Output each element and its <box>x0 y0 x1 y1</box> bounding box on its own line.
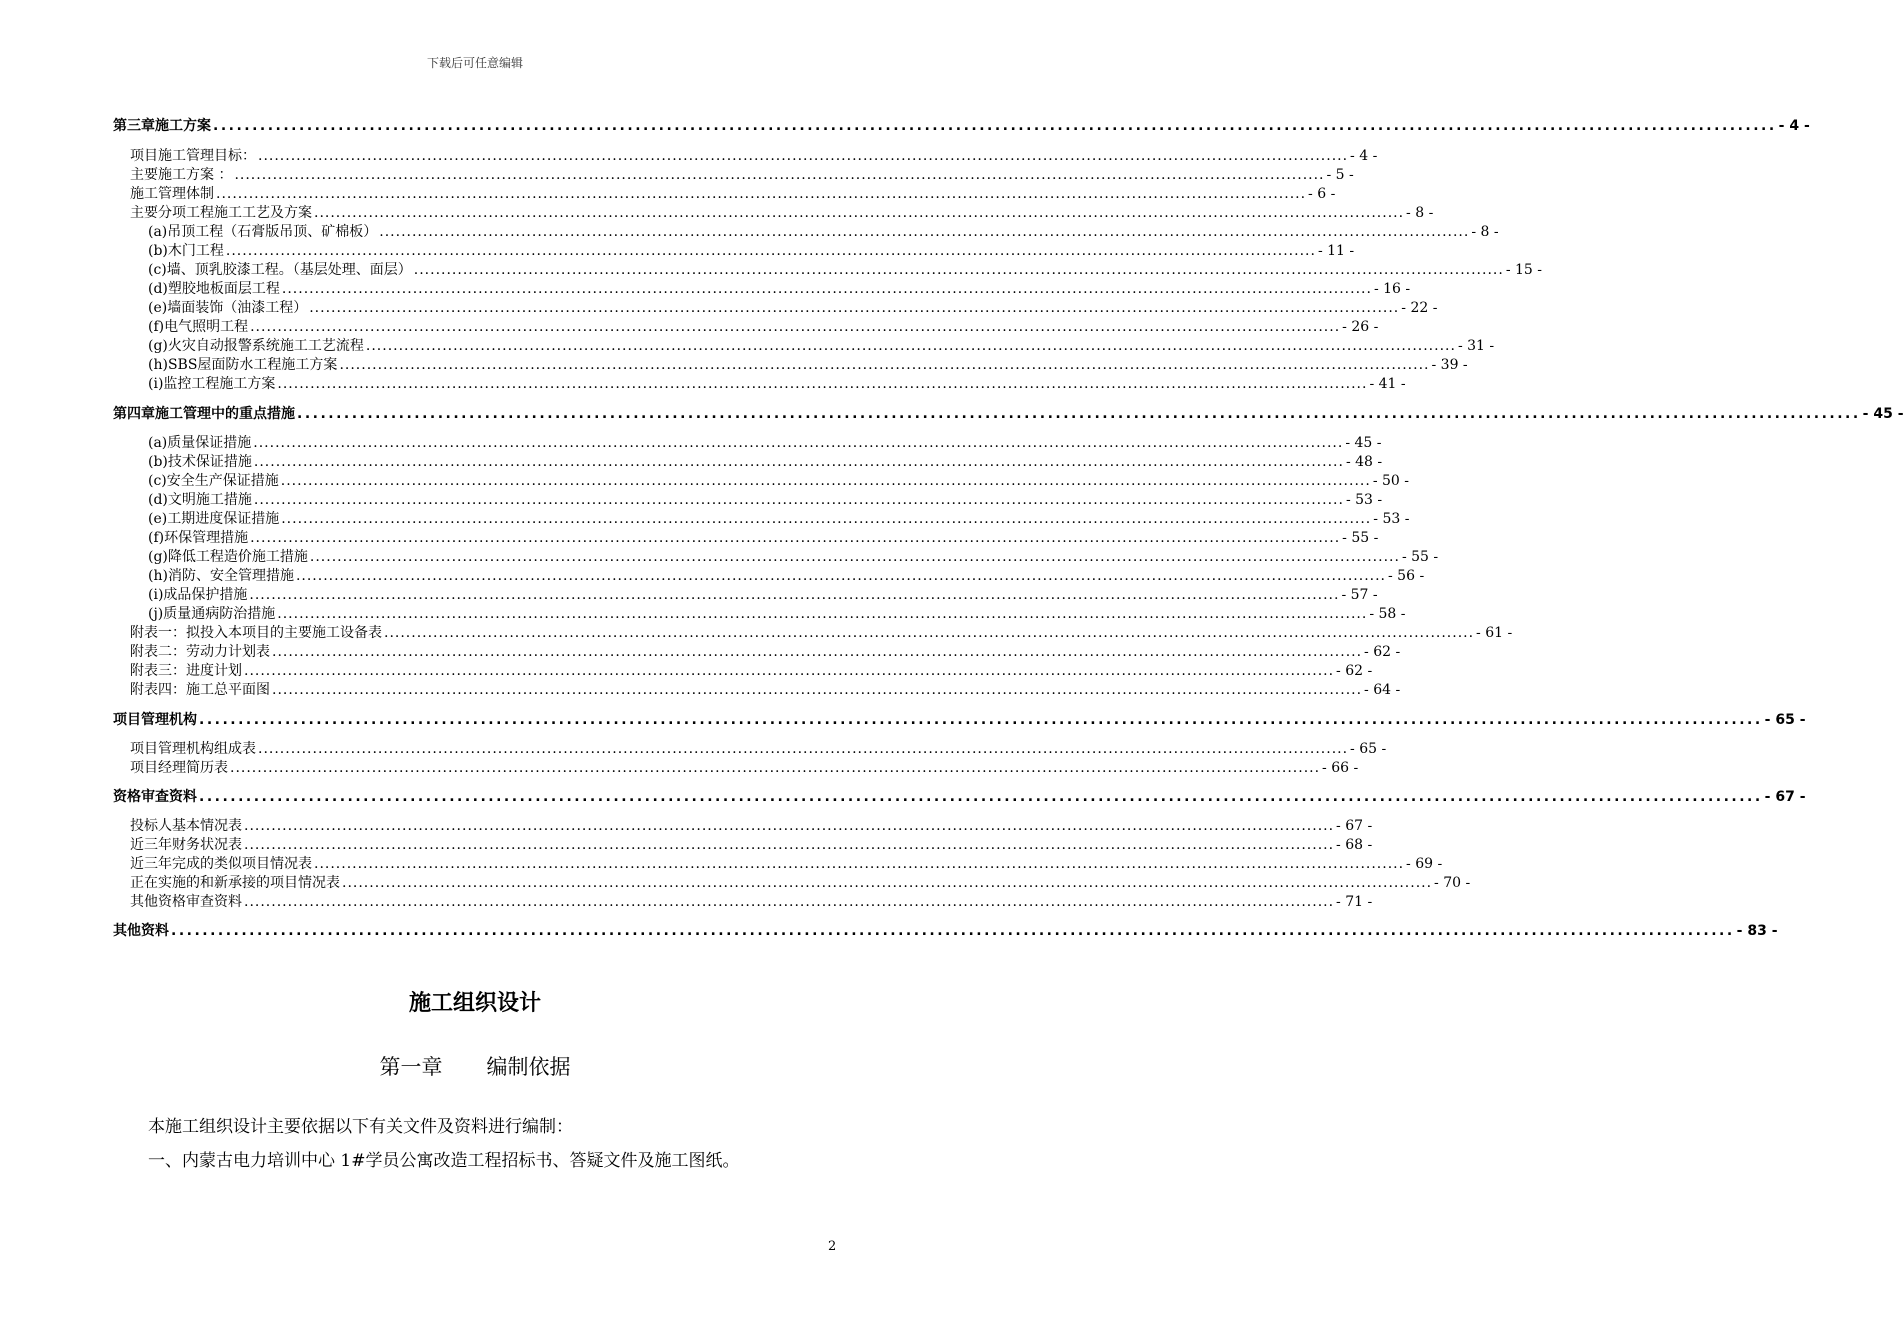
toc-page-number: - 31 - <box>1457 338 1495 354</box>
toc-page-number: - 4 - <box>1350 148 1378 164</box>
toc-entry[interactable] <box>148 432 1382 452</box>
toc-dot-leader: ........................................................................................................................................................................................................ <box>281 511 1372 527</box>
toc-dot-leader: ........................................................................................................................................................................................................ <box>249 587 1340 603</box>
toc-entry-title: 吊顶工程（石膏版吊顶、矿棉板） <box>167 224 378 240</box>
toc-dot-leader: ........................................................................................................................................................................................................ <box>272 682 1363 698</box>
toc-dot-leader: ........................................................................................................................................................................................................ <box>250 530 1341 546</box>
toc-page-number: - 65 - <box>1764 712 1806 728</box>
chapter-number: 第一章 <box>379 1055 443 1079</box>
toc-page-number: - 22 - <box>1401 300 1438 316</box>
toc-page-number: - 4 - <box>1778 118 1810 134</box>
toc-entry-title: 环保管理措施 <box>164 530 249 546</box>
toc-dot-leader: ........................................................................................................................................................................................................ <box>413 262 1504 278</box>
chapter-heading <box>0 1051 950 1081</box>
toc-page-number: - 16 - <box>1373 281 1411 297</box>
toc-entry-title: 工期进度保证措施 <box>167 511 280 527</box>
toc-entry-number: (f) <box>148 530 165 546</box>
toc-entry[interactable] <box>148 603 1406 623</box>
toc-entry-title: 附表四：施工总平面图 <box>130 682 270 698</box>
toc-entry-title: 近三年完成的类似项目情况表 <box>130 856 312 872</box>
toc-entry-title: 监控工程施工方案 <box>163 376 276 392</box>
toc-entry-number: (i) <box>148 587 164 603</box>
toc-entry[interactable] <box>130 202 1434 222</box>
toc-dot-leader: ........................................................................................................................................................................................................ <box>379 224 1470 240</box>
toc-entry-number: (b) <box>148 243 168 259</box>
toc-entry-number: (g) <box>148 549 168 565</box>
toc-entry-title: 项目管理机构 <box>113 712 197 728</box>
toc-entry-title: 主要分项工程施工工艺及方案 <box>130 205 312 221</box>
toc-page-number: - 62 - <box>1364 644 1401 660</box>
toc-entry-title: 电气照明工程 <box>164 319 249 335</box>
toc-entry-title: 质量保证措施 <box>167 435 252 451</box>
toc-entry[interactable] <box>148 259 1542 279</box>
toc-entry[interactable] <box>148 335 1495 355</box>
toc-entry[interactable] <box>148 546 1439 566</box>
toc-entry[interactable] <box>148 297 1438 317</box>
toc-page-number: - 48 - <box>1345 454 1383 470</box>
toc-entry[interactable] <box>148 316 1379 336</box>
toc-dot-leader: ........................................................................................................................................................................................................ <box>314 205 1405 221</box>
toc-entry-number: (h) <box>148 568 168 584</box>
toc-page-number: - 26 - <box>1342 319 1379 335</box>
toc-page-number: - 8 - <box>1406 205 1434 221</box>
toc-entry-number: (a) <box>148 224 168 240</box>
toc-dot-leader: ........................................................................................................................................................................................................ <box>277 376 1368 392</box>
toc-entry-number: (c) <box>148 473 167 489</box>
toc-entry-title: 成品保护措施 <box>163 587 248 603</box>
toc-entry-title: 项目施工管理目标： <box>130 148 256 164</box>
toc-entry[interactable] <box>130 641 1401 661</box>
toc-chapter-entry[interactable] <box>113 920 1778 940</box>
toc-entry-title: 施工管理中的重点措施 <box>155 406 295 422</box>
toc-page-number: - 71 - <box>1336 894 1373 910</box>
toc-page-number: - 62 - <box>1336 663 1373 679</box>
toc-entry[interactable] <box>148 489 1383 509</box>
toc-dot-leader: ........................................................................................................................................................................................................ <box>314 856 1405 872</box>
toc-entry[interactable] <box>148 373 1406 393</box>
toc-entry-title: 近三年财务状况表 <box>130 837 242 853</box>
toc-entry[interactable] <box>148 508 1410 528</box>
toc-page-number: - 15 - <box>1505 262 1542 278</box>
toc-dot-leader: ........................................................................................................................................................................................................ <box>297 406 1861 422</box>
toc-entry[interactable] <box>130 853 1443 873</box>
toc-dot-leader: ........................................................................................................................................................................................................ <box>280 473 1371 489</box>
toc-dot-leader: ........................................................................................................................................................................................................ <box>199 712 1763 728</box>
toc-entry-number: (e) <box>148 300 168 316</box>
toc-entry[interactable] <box>148 221 1499 241</box>
toc-chapter-entry[interactable] <box>113 709 1806 729</box>
toc-entry[interactable] <box>130 834 1373 854</box>
toc-entry[interactable] <box>130 872 1471 892</box>
toc-entry-title: 施工方案 <box>155 118 211 134</box>
toc-page-number: - 56 - <box>1388 568 1425 584</box>
toc-entry[interactable] <box>148 565 1425 585</box>
toc-dot-leader: ........................................................................................................................................................................................................ <box>216 186 1307 202</box>
toc-entry-title: 安全生产保证措施 <box>166 473 279 489</box>
toc-dot-leader: ........................................................................................................................................................................................................ <box>244 663 1335 679</box>
toc-entry-title: 附表二：劳动力计划表 <box>130 644 270 660</box>
toc-entry[interactable] <box>130 183 1336 203</box>
toc-entry-number: (g) <box>148 338 168 354</box>
chapter-title: 编制依据 <box>486 1055 571 1079</box>
toc-entry[interactable] <box>148 354 1468 374</box>
toc-entry[interactable] <box>148 584 1378 604</box>
toc-dot-leader: ........................................................................................................................................................................................................ <box>339 357 1430 373</box>
toc-page-number: - 65 - <box>1350 741 1387 757</box>
toc-entry-title: 消防、安全管理措施 <box>167 568 294 584</box>
toc-entry-number: (d) <box>148 281 168 297</box>
toc-entry-number: (b) <box>148 454 168 470</box>
toc-dot-leader: ........................................................................................................................................................................................................ <box>309 300 1400 316</box>
toc-dot-leader: ........................................................................................................................................................................................................ <box>365 338 1456 354</box>
toc-entry-title: 墙、顶乳胶漆工程。（基层处理、面层） <box>166 262 412 278</box>
toc-page-number: - 39 - <box>1431 357 1468 373</box>
toc-dot-leader: ........................................................................................................................................................................................................ <box>244 837 1335 853</box>
toc-chapter-entry[interactable] <box>113 403 1904 423</box>
toc-entry[interactable] <box>130 164 1354 184</box>
toc-entry-title: 附表三：进度计划 <box>130 663 242 679</box>
toc-dot-leader: ........................................................................................................................................................................................................ <box>250 319 1341 335</box>
toc-chapter-entry[interactable] <box>113 786 1806 806</box>
toc-entry-title: 墙面装饰（油漆工程） <box>167 300 308 316</box>
toc-entry-title: SBS屋面防水工程施工方案 <box>167 357 338 373</box>
toc-page-number: - 45 - <box>1345 435 1382 451</box>
toc-page-number: - 53 - <box>1345 492 1383 508</box>
toc-dot-leader: ........................................................................................................................................................................................................ <box>384 625 1475 641</box>
toc-page-number: - 61 - <box>1476 625 1513 641</box>
toc-entry[interactable] <box>130 660 1373 680</box>
toc-entry-number: (f) <box>148 319 165 335</box>
toc-entry-number: (e) <box>148 511 168 527</box>
page-header: 下载后可任意编辑 <box>426 56 523 70</box>
toc-entry-number: 第三章 <box>113 118 155 134</box>
toc-dot-leader: ........................................................................................................................................................................................................ <box>230 760 1321 776</box>
toc-entry-title: 其他资格审查资料 <box>130 894 242 910</box>
toc-page-number: - 6 - <box>1308 186 1336 202</box>
toc-entry-title: 施工管理体制 <box>130 186 214 202</box>
toc-entry-number: (i) <box>148 376 164 392</box>
toc-entry-number: (d) <box>148 492 168 508</box>
toc-entry-title: 质量通病防治措施 <box>163 606 276 622</box>
toc-dot-leader: ........................................................................................................................................................................................................ <box>258 741 1349 757</box>
toc-page-number: - 58 - <box>1369 606 1406 622</box>
toc-entry[interactable] <box>148 278 1411 298</box>
toc-entry-title: 正在实施的和新承接的项目情况表 <box>130 875 340 891</box>
toc-entry-title: 火灾自动报警系统施工工艺流程 <box>167 338 364 354</box>
toc-entry[interactable] <box>130 622 1513 642</box>
toc-entry-number: (h) <box>148 357 168 373</box>
body-paragraph: 一、内蒙古电力培训中心 1#学员公寓改造工程招标书、答疑文件及施工图纸。 <box>148 1151 740 1171</box>
toc-page-number: - 67 - <box>1764 789 1806 805</box>
toc-dot-leader: ........................................................................................................................................................................................................ <box>253 435 1344 451</box>
toc-page-number: - 68 - <box>1336 837 1373 853</box>
toc-page-number: - 8 - <box>1471 224 1499 240</box>
toc-entry[interactable] <box>148 527 1379 547</box>
toc-page-number: - 69 - <box>1406 856 1443 872</box>
toc-entry[interactable] <box>148 451 1383 471</box>
toc-entry-title: 其他资料 <box>113 923 169 939</box>
toc-page-number: - 66 - <box>1322 760 1359 776</box>
toc-dot-leader: ........................................................................................................................................................................................................ <box>244 818 1335 834</box>
toc-entry-title: 塑胶地板面层工程 <box>167 281 280 297</box>
toc-entry-number: (a) <box>148 435 168 451</box>
toc-page-number: - 5 - <box>1326 167 1354 183</box>
toc-dot-leader: ........................................................................................................................................................................................................ <box>234 167 1325 183</box>
toc-entry-number: 第四章 <box>113 406 155 422</box>
toc-dot-leader: ........................................................................................................................................................................................................ <box>253 454 1344 470</box>
toc-page-number: - 70 - <box>1434 875 1471 891</box>
toc-dot-leader: ........................................................................................................................................................................................................ <box>244 894 1335 910</box>
toc-dot-leader: ........................................................................................................................................................................................................ <box>225 243 1316 259</box>
toc-entry[interactable] <box>148 470 1409 490</box>
toc-dot-leader: ........................................................................................................................................................................................................ <box>272 644 1363 660</box>
toc-entry-title: 技术保证措施 <box>167 454 252 470</box>
page-number: 2 <box>828 1239 837 1254</box>
toc-entry-title: 项目经理简历表 <box>130 760 228 776</box>
toc-page-number: - 67 - <box>1336 818 1373 834</box>
toc-entry[interactable] <box>130 679 1401 699</box>
toc-entry-title: 主要施工方案 ： <box>130 167 233 183</box>
toc-entry[interactable] <box>148 240 1355 260</box>
toc-dot-leader: ........................................................................................................................................................................................................ <box>253 492 1344 508</box>
toc-dot-leader: ........................................................................................................................................................................................................ <box>295 568 1386 584</box>
body-paragraph: 本施工组织设计主要依据以下有关文件及资料进行编制： <box>148 1117 573 1137</box>
toc-entry-title: 资格审查资料 <box>113 789 197 805</box>
toc-dot-leader: ........................................................................................................................................................................................................ <box>171 923 1735 939</box>
toc-page-number: - 83 - <box>1736 923 1778 939</box>
toc-entry-title: 项目管理机构组成表 <box>130 741 256 757</box>
toc-page-number: - 41 - <box>1369 376 1406 392</box>
toc-entry-title: 降低工程造价施工措施 <box>167 549 308 565</box>
toc-entry-title: 投标人基本情况表 <box>130 818 242 834</box>
toc-dot-leader: ........................................................................................................................................................................................................ <box>199 789 1763 805</box>
toc-entry-title: 附表一：拟投入本项目的主要施工设备表 <box>130 625 382 641</box>
toc-page-number: - 57 - <box>1341 587 1378 603</box>
toc-page-number: - 45 - <box>1862 406 1904 422</box>
toc-dot-leader: ........................................................................................................................................................................................................ <box>213 118 1777 134</box>
toc-page-number: - 53 - <box>1373 511 1410 527</box>
toc-entry-number: (c) <box>148 262 167 278</box>
toc-dot-leader: ........................................................................................................................................................................................................ <box>258 148 1349 164</box>
toc-entry[interactable] <box>130 815 1373 835</box>
toc-entry[interactable] <box>130 891 1373 911</box>
toc-entry-title: 文明施工措施 <box>167 492 252 508</box>
toc-entry[interactable] <box>130 738 1387 758</box>
toc-entry-number: (j) <box>148 606 164 622</box>
document-title: 施工组织设计 <box>408 991 541 1016</box>
toc-page-number: - 64 - <box>1364 682 1401 698</box>
toc-page-number: - 55 - <box>1342 530 1379 546</box>
toc-dot-leader: ........................................................................................................................................................................................................ <box>309 549 1400 565</box>
toc-entry[interactable] <box>130 145 1378 165</box>
toc-entry[interactable] <box>130 757 1359 777</box>
toc-chapter-entry[interactable] <box>113 115 1810 135</box>
toc-entry-title: 木门工程 <box>167 243 224 259</box>
toc-dot-leader: ........................................................................................................................................................................................................ <box>342 875 1433 891</box>
toc-page-number: - 50 - <box>1372 473 1409 489</box>
toc-page-number: - 11 - <box>1317 243 1355 259</box>
toc-dot-leader: ........................................................................................................................................................................................................ <box>277 606 1368 622</box>
toc-page-number: - 55 - <box>1401 549 1439 565</box>
toc-dot-leader: ........................................................................................................................................................................................................ <box>281 281 1372 297</box>
